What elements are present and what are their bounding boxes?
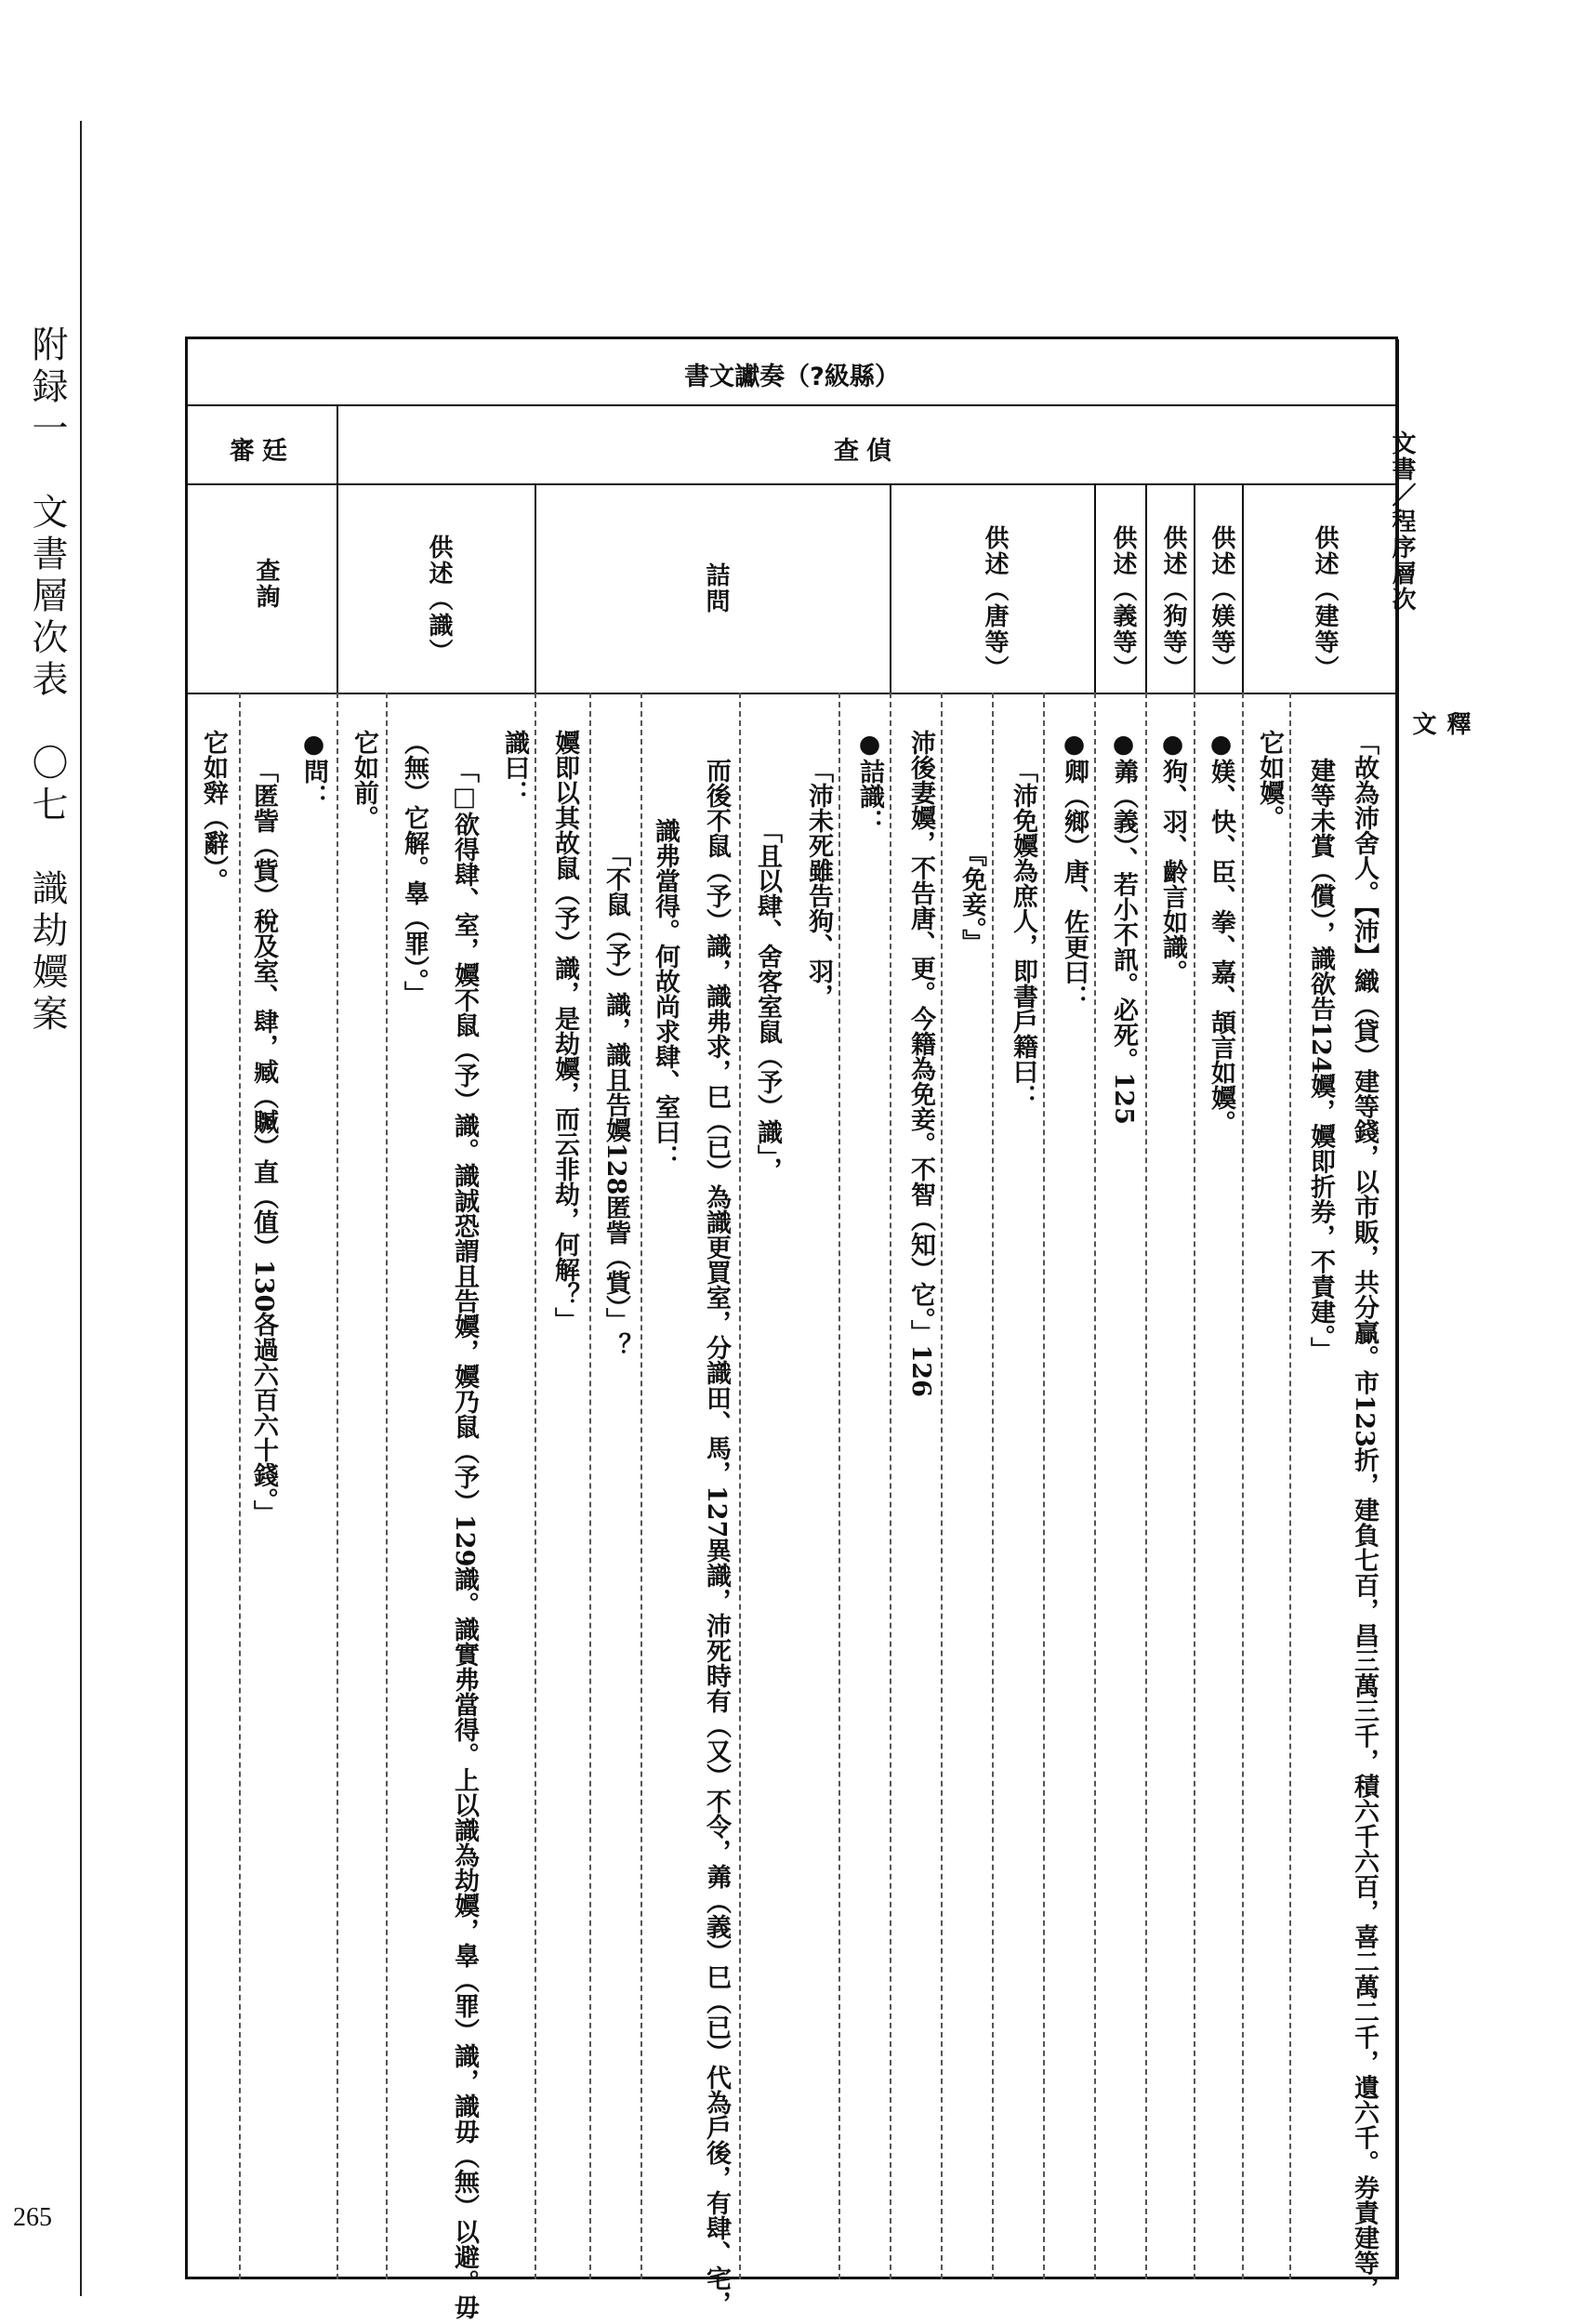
text-line: 「沛免嬽為庶人，即書戶籍曰：: [1009, 758, 1037, 1109]
dash-sep: [992, 693, 994, 2279]
text-line: 「□欲得肆、室，嬽不鼠（予）識。識誠恐謂且告嬽，嬽乃鼠（予）129識。識實弗當得。上以識為劫嬽，辠（罪）識，識毋（無）以避。毋: [450, 758, 479, 2320]
sub-statement-gou: 供述（狗等）: [1159, 525, 1187, 681]
text-line: （無）它解。辠（罪）。」: [400, 730, 429, 1006]
dash-sep: [239, 693, 241, 2279]
running-head: 附録一 文書層次表 〇七 識劫嬽案: [26, 325, 68, 1037]
dash-sep: [386, 693, 388, 2279]
text-line: 建等未賞（償），識欲告124嬽，嬽即折券，不責建。」: [1306, 758, 1335, 1363]
rule-sub4: [1145, 483, 1147, 693]
sub-inquiry: 查詢: [252, 558, 280, 610]
stage-investigation: 查偵: [834, 437, 899, 466]
text-line: 識弗當得。何故尚求肆、室曰：: [651, 818, 680, 1169]
dash-sep: [640, 693, 642, 2279]
text-line: 它如辤（辭）。: [199, 730, 228, 893]
text-line: 識曰：: [500, 730, 529, 805]
text-line: 而後不鼠（予）識，識弗求，巳（已）為識更買室，分識田、馬，127異識，沛死時有（又）不令，羛（義）巳（已）代為戶後，有肆、宅，: [702, 758, 731, 2317]
dash-sep: [589, 693, 591, 2279]
text-line: 「沛未死雖告狗、羽，: [804, 758, 833, 1009]
text-line: ●媄、快、臣、拳、嘉、頡言如嬽。: [1207, 730, 1235, 1135]
dash-sep: [1289, 693, 1291, 2279]
text-line: 「且以肆、舍客室鼠（予）識」，: [753, 818, 782, 1182]
text-line: 嬽即以其故鼠（予）識，是劫嬽，而云非劫，何解？」: [550, 730, 579, 1332]
text-line: ●詰識：: [855, 730, 884, 834]
text-line: 「故為沛舍人。【沛】織（貸）建等錢，以市販，共分贏。市123折，建負七百，昌三萬三千，積六千六百，喜二萬二千，遺六千。券責建等，: [1350, 730, 1379, 2301]
text-line: ●狗、羽、齡言如識。: [1158, 730, 1187, 984]
rule-sub5: [1194, 483, 1195, 693]
text-line: 「不鼠（予）識，識且告嬽128匿訾（貲）」？: [601, 841, 630, 1358]
text-line: 「匿訾（貲）稅及室、肆，臧（贓）直（值）130各過六百六十錢。」: [249, 758, 278, 1525]
rule-sub2: [890, 483, 891, 693]
text-line: ●卿（鄉）唐、佐更曰：: [1060, 730, 1089, 1010]
dash-sep: [535, 693, 536, 2279]
dash-sep: [1145, 693, 1147, 2279]
dash-sep: [1094, 693, 1096, 2279]
sub-statement-ying: 供述（媄等）: [1208, 525, 1235, 681]
rule-stage: [188, 483, 1396, 485]
text-line: ●羛（義）、若小不訊。必死。125: [1109, 730, 1138, 1125]
dash-sep: [890, 693, 891, 2279]
level-label: 文書／程序層次: [1388, 430, 1416, 613]
text-label: 釋 文: [1408, 711, 1471, 771]
document-table: [185, 337, 1471, 2279]
margin-rule: [80, 121, 82, 2296]
sub-statement-shi: 供述（識）: [425, 535, 453, 665]
text-line: 沛後妻嬽，不告唐、更。今籍為免妾。不智（知）它。」126: [906, 730, 935, 1397]
sub-interrogation: 詰問: [702, 562, 730, 614]
text-line: 它如嬽。: [1255, 730, 1284, 830]
rule-header: [188, 693, 1396, 694]
dash-sep: [1043, 693, 1045, 2279]
table-title: 書文讞奏（?級縣）: [684, 363, 900, 391]
text-line: 『免妾。』: [957, 841, 986, 955]
dash-sep: [337, 693, 338, 2279]
dash-sep: [1194, 693, 1195, 2279]
sub-statement-jian: 供述（建等）: [1311, 525, 1339, 681]
sub-statement-yi: 供述（義等）: [1109, 525, 1137, 681]
rule-sub1: [535, 483, 536, 693]
dash-sep: [1242, 693, 1244, 2279]
stage-trial: 審廷: [230, 437, 295, 466]
text-line: ●問：: [299, 730, 328, 809]
sub-statement-tang: 供述（唐等）: [981, 525, 1009, 681]
page-number: 265: [13, 2203, 52, 2232]
text-line: 它如前。: [350, 730, 378, 830]
dash-sep: [941, 693, 943, 2279]
rule-sub3: [1094, 483, 1096, 693]
rule-sub6: [1242, 483, 1244, 693]
dash-sep: [739, 693, 741, 2279]
dash-sep: [838, 693, 840, 2279]
rule-title: [188, 404, 1396, 406]
